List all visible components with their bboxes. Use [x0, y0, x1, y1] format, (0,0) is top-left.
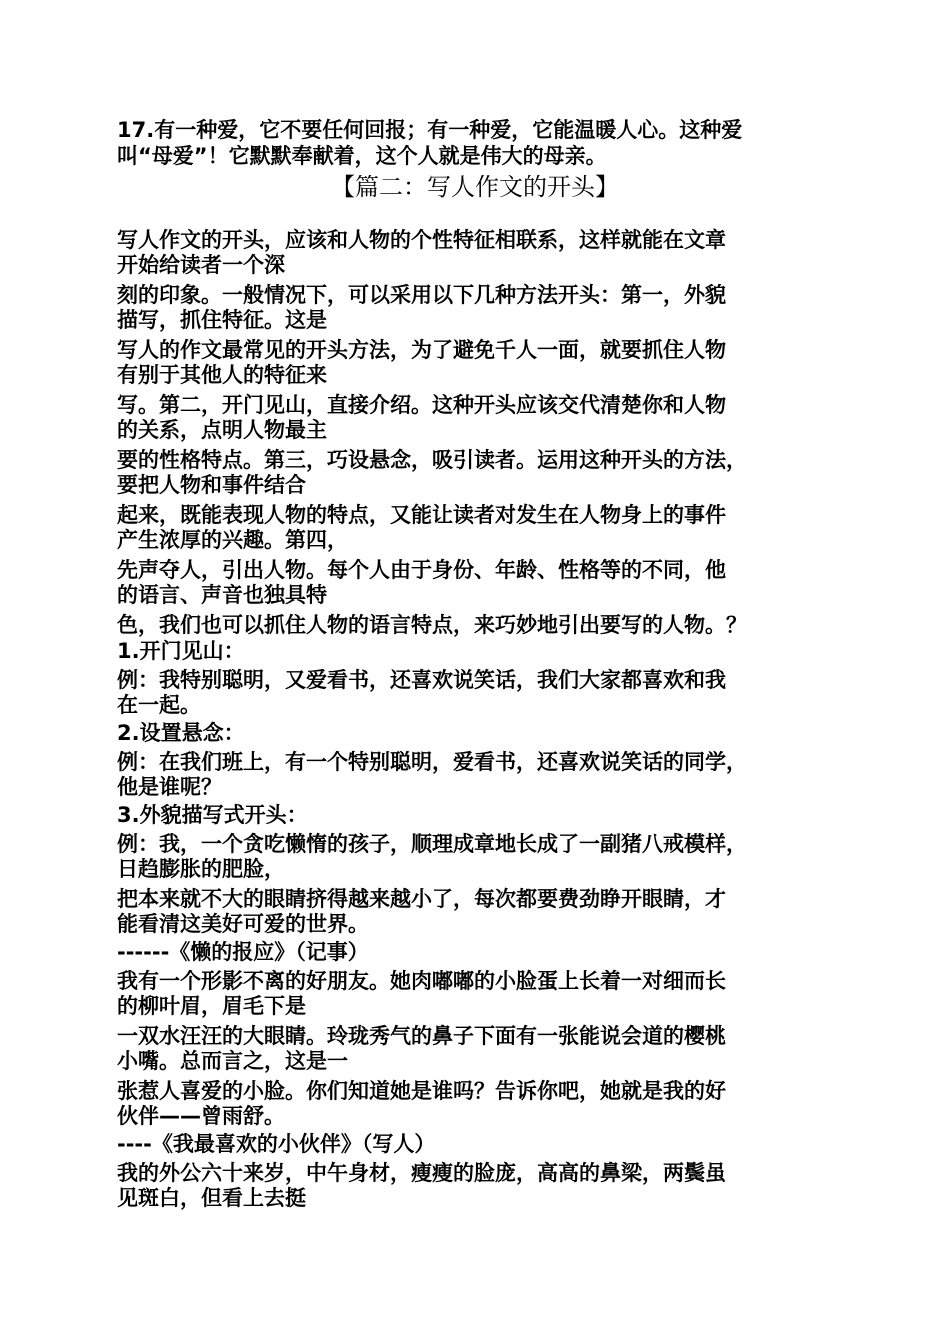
body-line: 例：我特别聪明，又爱看书，还喜欢说笑话，我们大家都喜欢和我 [117, 668, 726, 692]
body-line: 日趋膨胀的肥脸， [117, 857, 285, 881]
body-line: 产生浓厚的兴趣。第四， [117, 528, 348, 552]
body-line: 伙伴——曾雨舒。 [117, 1104, 285, 1128]
body-line: 要把人物和事件结合 [117, 473, 306, 497]
section-heading: 【篇二：写人作文的开头】 [331, 173, 619, 201]
body-line: ------《懒的报应》（记事） [117, 940, 369, 964]
body-line: 例：在我们班上，有一个特别聪明，爱看书，还喜欢说笑话的同学， [117, 750, 747, 774]
body-line: 要的性格特点。第三，巧设悬念，吸引读者。运用这种开头的方法， [117, 448, 747, 472]
body-line: 刻的印象。一般情况下，可以采用以下几种方法开头：第一，外貌 [117, 283, 726, 307]
body-line: 写。第二，开门见山，直接介绍。这种开头应该交代清楚你和人物 [117, 393, 726, 417]
body-line: 把本来就不大的眼睛挤得越来越小了，每次都要费劲睁开眼睛，才 [117, 887, 726, 911]
body-line: 先声夺人，引出人物。每个人由于身份、年龄、性格等的不同，他 [117, 558, 726, 582]
intro-line: 叫“母爱”！它默默奉献着，这个人就是伟大的母亲。 [117, 144, 607, 168]
body-line: 写人作文的开头，应该和人物的个性特征相联系，这样就能在文章 [117, 228, 726, 252]
body-line: 有别于其他人的特征来 [117, 363, 327, 387]
body-line: 例：我，一个贪吃懒惰的孩子，顺理成章地长成了一副猪八戒模样， [117, 832, 747, 856]
body-line: 的关系，点明人物最主 [117, 418, 327, 442]
body-line: 1.开门见山： [117, 639, 245, 663]
body-line: ----《我最喜欢的小伙伴》（写人） [117, 1132, 436, 1156]
body-line: 开始给读者一个深 [117, 253, 285, 277]
body-line: 描写，抓住特征。这是 [117, 308, 327, 332]
body-line: 见斑白，但看上去挺 [117, 1186, 306, 1210]
body-line: 的柳叶眉，眉毛下是 [117, 994, 306, 1018]
body-line: 一双水汪汪的大眼睛。玲珑秀气的鼻子下面有一张能说会道的樱桃 [117, 1024, 726, 1048]
body-line: 能看清这美好可爱的世界。 [117, 912, 369, 936]
intro-line: 17.有一种爱，它不要任何回报；有一种爱，它能温暖人心。这种爱 [117, 118, 743, 142]
body-line: 色，我们也可以抓住人物的语言特点，来巧妙地引出要写的人物。？ [117, 613, 747, 637]
body-line: 的语言、声音也独具特 [117, 583, 327, 607]
body-line: 小嘴。总而言之，这是一 [117, 1049, 348, 1073]
body-line: 2.设置悬念： [117, 721, 245, 745]
body-line: 我的外公六十来岁，中午身材，瘦瘦的脸庞，高高的鼻梁，两鬓虽 [117, 1161, 726, 1185]
body-line: 起来，既能表现人物的特点，又能让读者对发生在人物身上的事件 [117, 503, 726, 527]
body-line: 我有一个形影不离的好朋友。她肉嘟嘟的小脸蛋上长着一对细而长 [117, 969, 726, 993]
body-line: 他是谁呢？ [117, 775, 222, 799]
body-line: 在一起。 [117, 693, 201, 717]
body-line: 写人的作文最常见的开头方法，为了避免千人一面，就要抓住人物 [117, 338, 726, 362]
body-line: 张惹人喜爱的小脸。你们知道她是谁吗？告诉你吧，她就是我的好 [117, 1079, 726, 1103]
body-line: 3.外貌描写式开头： [117, 803, 308, 827]
